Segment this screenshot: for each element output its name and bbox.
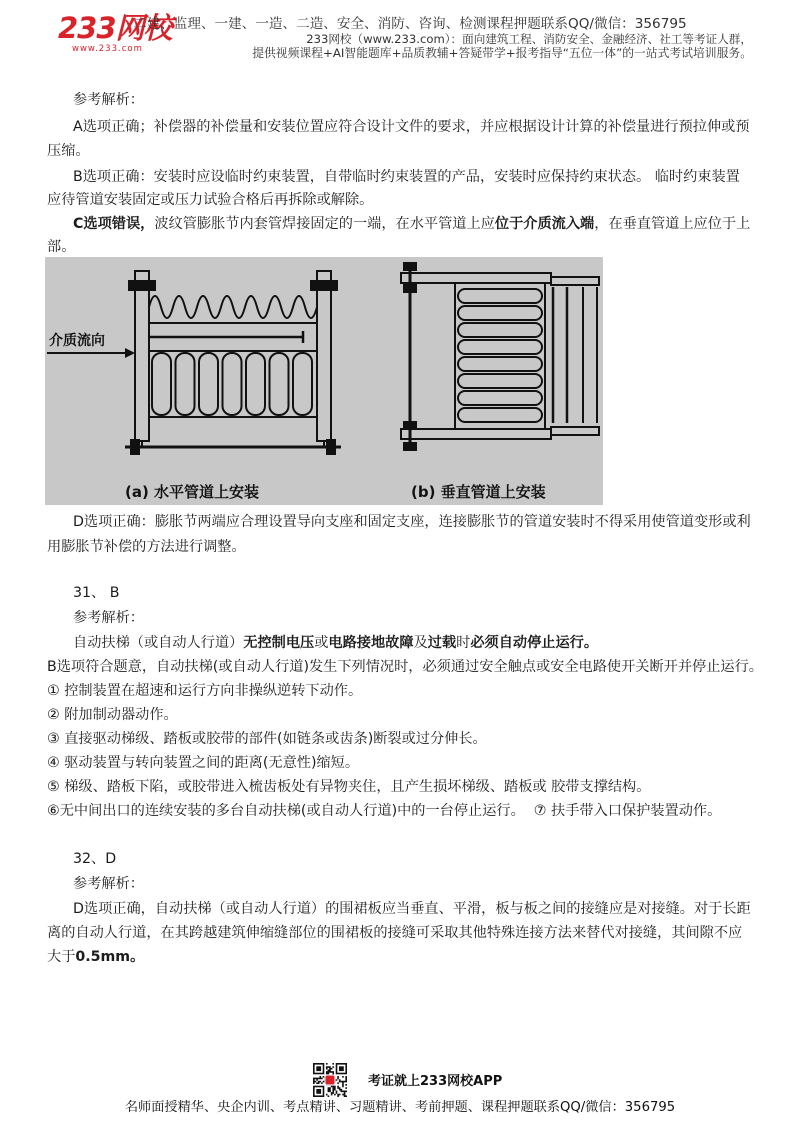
q30-option-b: B选项正确：安装时应设临时约束装置，自带临时约束装置的产品，安装时应保持约束状态。 临时约束装置应待管道安装固定或压力试验合格后再拆除或解除。 (47, 169, 740, 208)
q30-option-a: A选项正确；补偿器的补偿量和安装位置应符合设计文件的要求，并应根据设计计算的补偿量进行预拉伸或预压缩。 (47, 119, 750, 159)
tie-rod-nut (404, 263, 416, 270)
q31-rule-subject: 自动扶梯（或自动人行道） (73, 635, 244, 651)
logo-url: www.233.com (72, 44, 143, 54)
footer-course-line: 名师面授精华、央企内训、考点精讲、习题精讲、考前押题、课程押题联系QQ/微信：356795 (124, 1100, 676, 1115)
q30-analysis-label: 参考解析： (73, 92, 144, 108)
list-item: ⑥无中间出口的连续安装的多台自动扶梯(或自动人行道)中的一台停止运行。 (47, 803, 525, 819)
header-intro-line: 233网校（www.233.com）：面向建筑工程、消防安全、金融经济、社工等考证人群， (306, 32, 752, 46)
list-item: ② 附加制动器动作。 (47, 707, 178, 723)
caption-vertical: (b) 垂直管道上安装 (411, 483, 546, 501)
q30-option-c-text-2: ，在垂直管道上应位于上部。 (47, 216, 751, 255)
list-item: ⑦ 扶手带入口保护装置动作。 (533, 803, 722, 819)
right-flange-bolt (311, 281, 337, 290)
header-services-line: 提供视频课程+AI智能题库+品质教辅+答疑带学+报考指导“五位一体”的一站式考试培训服务。 (252, 46, 752, 60)
q30-option-c-text-1: 波纹管膨胀节内套管焊接固定的一端，在水平管道上应 (154, 216, 495, 232)
q31-rule-or: 或 (314, 635, 329, 651)
q31-rule (47, 631, 753, 655)
list-line-6-7 (47, 799, 753, 823)
flow-direction-label: 介质流向 (49, 333, 105, 349)
q31-rule-and: 及 (413, 635, 428, 651)
q32-analysis-label: 参考解析： (73, 876, 144, 892)
expansion-joint-diagram (45, 257, 603, 505)
q32-explanation (47, 897, 753, 969)
q31-answer: 31、 B (73, 585, 120, 601)
qr-finder-center (316, 1089, 321, 1094)
tie-rod-nut (131, 440, 139, 454)
q32-gap-limit: 0.5mm。 (75, 949, 145, 965)
qr-code-graphic (313, 1063, 347, 1097)
qr-finder-center (339, 1066, 344, 1071)
qr-center-logo (325, 1075, 335, 1085)
q30-option-c-emphasis: 位于介质流入端 (494, 216, 595, 232)
tie-rod-nut (404, 422, 416, 429)
list-item: ① 控制装置在超速和运行方向非操纵逆转下动作。 (47, 683, 363, 699)
qr-finder-center (316, 1066, 321, 1071)
tie-rod-nut (327, 440, 335, 454)
list-item: ③ 直接驱动梯级、踏板或胶带的部件(如链条或齿条)断裂或过分伸长。 (47, 731, 487, 747)
q31-rule-overload: 过载 (427, 635, 457, 651)
q30-option-d: D选项正确：膨胀节两端应合理设置导向支座和固定支座，连接膨胀节的管道安装时不得采用使管道变形或利用膨胀节补偿的方法进行调整。 (47, 514, 751, 555)
q30-option-c-lead: C选项错误， (73, 216, 155, 232)
q32-explanation-text: D选项正确，自动扶梯（或自动人行道）的围裙板应当垂直、平滑，板与板之间的接缝应是对接缝。对于长距离的自动人行道，在其跨越建筑伸缩缝部位的围裙板的接缝可采取其他特殊连接方法来替代对接缝，其间隙不应大于 (47, 901, 751, 965)
q31-rule-when: 时 (456, 635, 471, 651)
expansion-joint-figure (45, 257, 603, 505)
header-contact-line: 二建、监理、一建、一造、二造、安全、消防、咨询、检测课程押题联系QQ/微信：356795 (133, 16, 687, 32)
tie-rod-nut (404, 443, 416, 450)
q31-rule-ground-fault: 电路接地故障 (328, 635, 414, 651)
q31-analysis-label: 参考解析： (73, 610, 144, 626)
list-item: ⑤ 梯级、踏板下陷，或胶带进入梳齿板处有异物夹住，且产生损坏梯级、踏板或 胶带支撑结构。 (47, 779, 651, 795)
figure-background (45, 257, 603, 505)
caption-horizontal: (a) 水平管道上安装 (125, 483, 260, 501)
app-qr-code (313, 1063, 347, 1097)
q31-rule-no-voltage: 无控制电压 (243, 635, 315, 651)
q32-answer: 32、D (73, 851, 117, 867)
footer-app-slogan: 考证就上233网校APP (368, 1074, 503, 1089)
logo-text: 233网校 (58, 11, 172, 45)
q31-rule-must-stop: 必须自动停止运行。 (470, 635, 599, 651)
tie-rod-nut (404, 285, 416, 292)
list-item: ④ 驱动装置与转向装置之间的距离(无意性)缩短。 (47, 755, 360, 771)
q30-option-c (47, 213, 753, 259)
q31-option-b: B选项符合题意，自动扶梯(或自动人行道)发生下列情况时，必须通过安全触点或安全电路使开关断开并停止运行。 (47, 659, 763, 675)
left-flange-bolt (129, 281, 155, 290)
